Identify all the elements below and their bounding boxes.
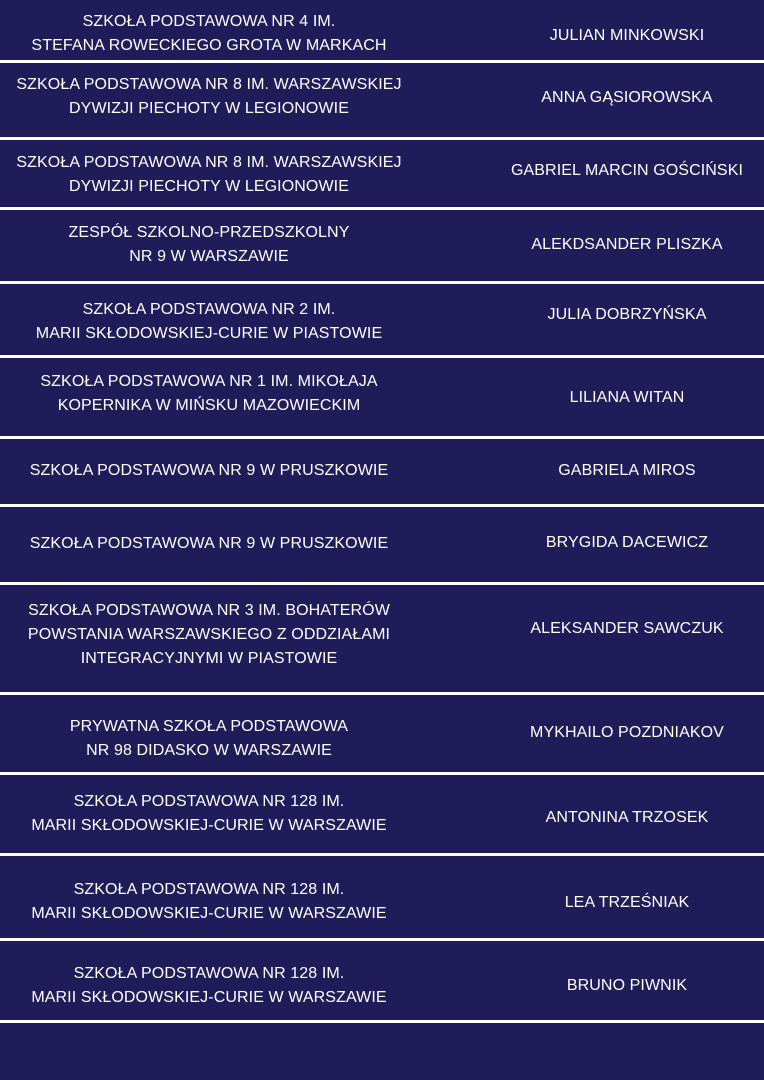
row-separator [0,436,764,439]
school-line: MARII SKŁODOWSKIEJ-CURIE W PIASTOWIE [35,325,383,342]
school-line: MARII SKŁODOWSKIEJ-CURIE W WARSZAWIE [31,989,387,1006]
school-name [0,790,418,838]
school-line: SZKOŁA PODSTAWOWA NR 128 IM. [73,881,345,898]
school-line: STEFANA ROWECKIEGO GROTA W MARKACH [31,37,387,54]
row-separator [0,582,764,585]
row-separator [0,137,764,140]
student-name: ANTONINA TRZOSEK [545,809,709,826]
school-line: SZKOŁA PODSTAWOWA NR 9 W PRUSZKOWIE [29,462,389,479]
school-name [0,10,418,58]
row-separator [0,853,764,856]
student-name: GABRIEL MARCIN GOŚCIŃSKI [510,162,744,179]
school-line: DYWIZJI PIECHOTY W LEGIONOWIE [69,100,349,117]
school-line: SZKOŁA PODSTAWOWA NR 128 IM. [73,793,345,810]
school-line: SZKOŁA PODSTAWOWA NR 2 IM. [82,301,336,318]
school-line: MARII SKŁODOWSKIEJ-CURIE W WARSZAWIE [31,817,387,834]
school-name [0,370,418,418]
student-name: ANNA GĄSIOROWSKA [541,89,713,106]
student-name: JULIAN MINKOWSKI [549,27,705,44]
student-name: MYKHAILO POZDNIAKOV [530,724,724,741]
school-name [0,151,418,199]
school-line: SZKOŁA PODSTAWOWA NR 9 W PRUSZKOWIE [29,535,389,552]
row-separator [0,1020,764,1023]
school-name [0,962,418,1010]
student-name: ALEKSANDER SAWCZUK [530,620,724,637]
school-line: POWSTANIA WARSZAWSKIEGO Z ODDZIAŁAMI [27,626,391,643]
row-separator [0,60,764,63]
row-separator [0,207,764,210]
student-name: BRYGIDA DACEWICZ [545,534,709,551]
school-line: SZKOŁA PODSTAWOWA NR 8 IM. WARSZAWSKIEJ [16,154,402,171]
student-name: BRUNO PIWNIK [566,977,688,994]
student-name: LILIANA WITAN [569,389,685,406]
student-name: ALEKDSANDER PLISZKA [531,236,723,253]
row-separator [0,504,764,507]
school-line: INTEGRACYJNYMI W PIASTOWIE [80,650,338,667]
school-line: NR 98 DIDASKO W WARSZAWIE [86,742,332,759]
school-line: SZKOŁA PODSTAWOWA NR 3 IM. BOHATERÓW [28,602,390,619]
student-name: GABRIELA MIROS [558,462,696,479]
row-separator [0,772,764,775]
school-line: NR 9 W WARSZAWIE [129,248,289,265]
school-name [0,599,418,671]
school-name [0,73,418,121]
school-name [0,715,418,763]
school-line: SZKOŁA PODSTAWOWA NR 128 IM. [73,965,345,982]
school-line: DYWIZJI PIECHOTY W LEGIONOWIE [69,178,349,195]
school-line: ZESPÓŁ SZKOLNO-PRZEDSZKOLNY [68,224,350,241]
school-name [0,532,418,556]
student-name: JULIA DOBRZYŃSKA [547,306,707,323]
row-separator [0,355,764,358]
school-line: SZKOŁA PODSTAWOWA NR 1 IM. MIKOŁAJA [40,373,378,390]
row-separator [0,692,764,695]
school-line: SZKOŁA PODSTAWOWA NR 8 IM. WARSZAWSKIEJ [16,76,402,93]
row-separator [0,281,764,284]
row-separator [0,938,764,941]
school-line: MARII SKŁODOWSKIEJ-CURIE W WARSZAWIE [31,905,387,922]
school-line: PRYWATNA SZKOŁA PODSTAWOWA [69,718,349,735]
school-line: SZKOŁA PODSTAWOWA NR 4 IM. [82,13,336,30]
school-name [0,221,418,269]
school-name [0,459,418,483]
student-name: LEA TRZEŚNIAK [564,894,690,911]
school-name [0,878,418,926]
school-line: KOPERNIKA W MIŃSKU MAZOWIECKIM [57,397,361,414]
school-name [0,298,418,346]
